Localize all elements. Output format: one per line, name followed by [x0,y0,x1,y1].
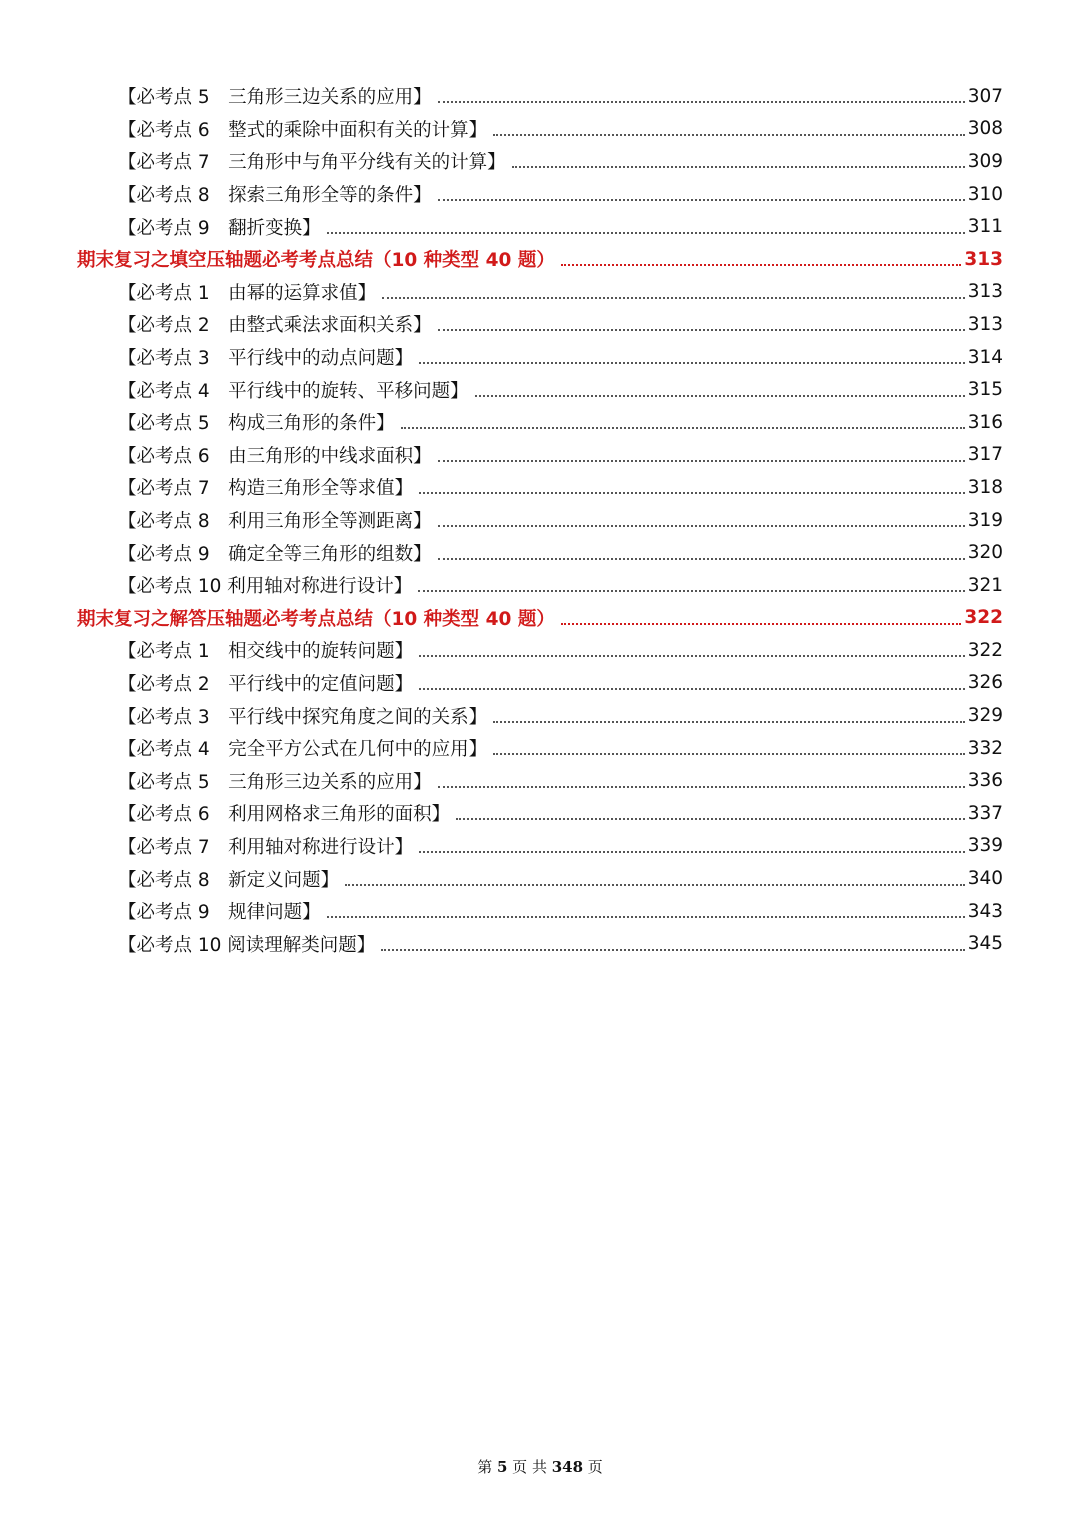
toc-entry-page: 336 [967,770,1003,792]
footer-suffix: 页 [583,1458,603,1476]
toc-entry[interactable] [118,797,1003,830]
dot-leader [512,166,965,168]
dot-leader [438,558,965,560]
footer-current-page: 5 [496,1458,508,1476]
dot-leader [438,329,965,331]
toc-entry-title: 【必考点 6 整式的乘除中面积有关的计算】 [118,119,488,141]
footer-middle: 页 共 [507,1458,552,1476]
toc-entry[interactable] [118,308,1003,341]
toc-entry-title: 【必考点 6 由三角形的中线求面积】 [118,445,432,467]
toc-entry[interactable] [118,862,1003,895]
toc-entry[interactable] [118,830,1003,863]
toc-entry-page: 318 [967,476,1003,498]
table-of-contents [0,80,1080,960]
toc-entry[interactable] [118,80,1003,113]
dot-leader [345,884,965,886]
toc-entry[interactable] [118,113,1003,146]
toc-entry-page: 319 [967,509,1003,531]
toc-entry-title: 【必考点 8 利用三角形全等测距离】 [118,511,432,533]
toc-entry-page: 329 [967,705,1003,727]
dot-leader [419,655,965,657]
toc-entry[interactable] [118,667,1003,700]
toc-entry[interactable] [118,504,1003,537]
toc-entry[interactable] [118,699,1003,732]
toc-entry[interactable] [118,406,1003,439]
footer-prefix: 第 [477,1458,497,1476]
dot-leader [493,134,965,136]
toc-entry[interactable] [118,178,1003,211]
toc-section-heading[interactable] [77,602,1003,635]
toc-entry[interactable] [118,569,1003,602]
toc-entry-title: 【必考点 5 三角形三边关系的应用】 [118,87,432,109]
toc-entry-page: 322 [967,639,1003,661]
toc-entry-page: 337 [967,802,1003,824]
toc-entry-page: 339 [967,835,1003,857]
toc-entry-title: 【必考点 5 构成三角形的条件】 [118,413,395,435]
dot-leader [438,199,965,201]
dot-leader [438,101,965,103]
toc-entry-title: 期末复习之填空压轴题必考考点总结（10 种类型 40 题） [77,250,555,272]
toc-entry-title: 【必考点 3 平行线中的动点问题】 [118,348,414,370]
dot-leader [561,264,962,266]
toc-entry-title: 【必考点 5 三角形三边关系的应用】 [118,771,432,793]
dot-leader [493,753,965,755]
toc-entry-title: 【必考点 7 三角形中与角平分线有关的计算】 [118,152,506,174]
toc-entry-title: 【必考点 3 平行线中探究角度之间的关系】 [118,706,488,728]
toc-entry-page: 316 [967,411,1003,433]
toc-entry-title: 【必考点 2 平行线中的定值问题】 [118,673,414,695]
toc-section-heading[interactable] [77,243,1003,276]
dot-leader [381,949,964,951]
dot-leader [493,721,965,723]
toc-entry-page: 345 [967,933,1003,955]
toc-entry-page: 326 [967,672,1003,694]
toc-entry-title: 【必考点 1 由幂的运算求值】 [118,282,377,304]
toc-entry-page: 332 [967,737,1003,759]
dot-leader [475,395,965,397]
dot-leader [419,688,965,690]
footer-total-pages: 348 [551,1458,584,1476]
toc-entry-page: 308 [967,118,1003,140]
toc-entry[interactable] [118,145,1003,178]
toc-entry-title: 【必考点 9 规律问题】 [118,902,321,924]
toc-entry-page: 321 [967,574,1003,596]
toc-entry-title: 【必考点 8 新定义问题】 [118,869,340,891]
toc-entry-page: 309 [967,150,1003,172]
toc-entry-title: 【必考点 7 构造三角形全等求值】 [118,478,414,500]
toc-entry-title: 【必考点 1 相交线中的旋转问题】 [118,641,414,663]
dot-leader [401,427,965,429]
toc-entry-page: 310 [967,183,1003,205]
dot-leader [327,232,965,234]
toc-entry[interactable] [118,895,1003,928]
dot-leader [438,460,965,462]
toc-entry-title: 【必考点 9 确定全等三角形的组数】 [118,543,432,565]
toc-entry-title: 【必考点 4 平行线中的旋转、平移问题】 [118,380,469,402]
toc-entry-page: 317 [967,444,1003,466]
toc-entry-page: 313 [967,281,1003,303]
toc-entry[interactable] [118,764,1003,797]
toc-entry-title: 【必考点 6 利用网格求三角形的面积】 [118,804,451,826]
toc-entry-title: 【必考点 10 利用轴对称进行设计】 [118,576,413,598]
toc-entry[interactable] [118,634,1003,667]
toc-entry[interactable] [118,341,1003,374]
toc-entry-page: 307 [967,85,1003,107]
toc-entry-title: 【必考点 10 阅读理解类问题】 [118,934,376,956]
toc-entry-title: 【必考点 8 探索三角形全等的条件】 [118,185,432,207]
toc-entry-title: 【必考点 7 利用轴对称进行设计】 [118,836,414,858]
toc-entry-title: 【必考点 4 完全平方公式在几何中的应用】 [118,739,488,761]
toc-entry-page: 343 [967,900,1003,922]
toc-entry-title: 【必考点 9 翻折变换】 [118,217,321,239]
toc-entry-page: 315 [967,379,1003,401]
page-footer [0,1456,1080,1477]
toc-entry[interactable] [118,276,1003,309]
toc-entry-page: 311 [967,216,1003,238]
toc-entry[interactable] [118,373,1003,406]
dot-leader [327,916,965,918]
toc-entry-title: 期末复习之解答压轴题必考考点总结（10 种类型 40 题） [77,608,555,630]
dot-leader [419,362,965,364]
toc-entry-title: 【必考点 2 由整式乘法求面积关系】 [118,315,432,337]
toc-entry[interactable] [118,471,1003,504]
toc-entry-page: 313 [964,248,1003,270]
toc-entry[interactable] [118,927,1003,960]
toc-entry-page: 313 [967,313,1003,335]
toc-entry[interactable] [118,536,1003,569]
dot-leader [456,818,965,820]
toc-entry-page: 340 [967,868,1003,890]
toc-entry-page: 320 [967,542,1003,564]
dot-leader [382,297,965,299]
toc-entry-page: 314 [967,346,1003,368]
dot-leader [419,492,965,494]
dot-leader [561,623,962,625]
dot-leader [419,851,965,853]
dot-leader [438,786,965,788]
toc-entry[interactable] [118,210,1003,243]
dot-leader [418,590,964,592]
toc-entry[interactable] [118,439,1003,472]
dot-leader [438,525,965,527]
toc-entry[interactable] [118,732,1003,765]
toc-entry-page: 322 [964,607,1003,629]
